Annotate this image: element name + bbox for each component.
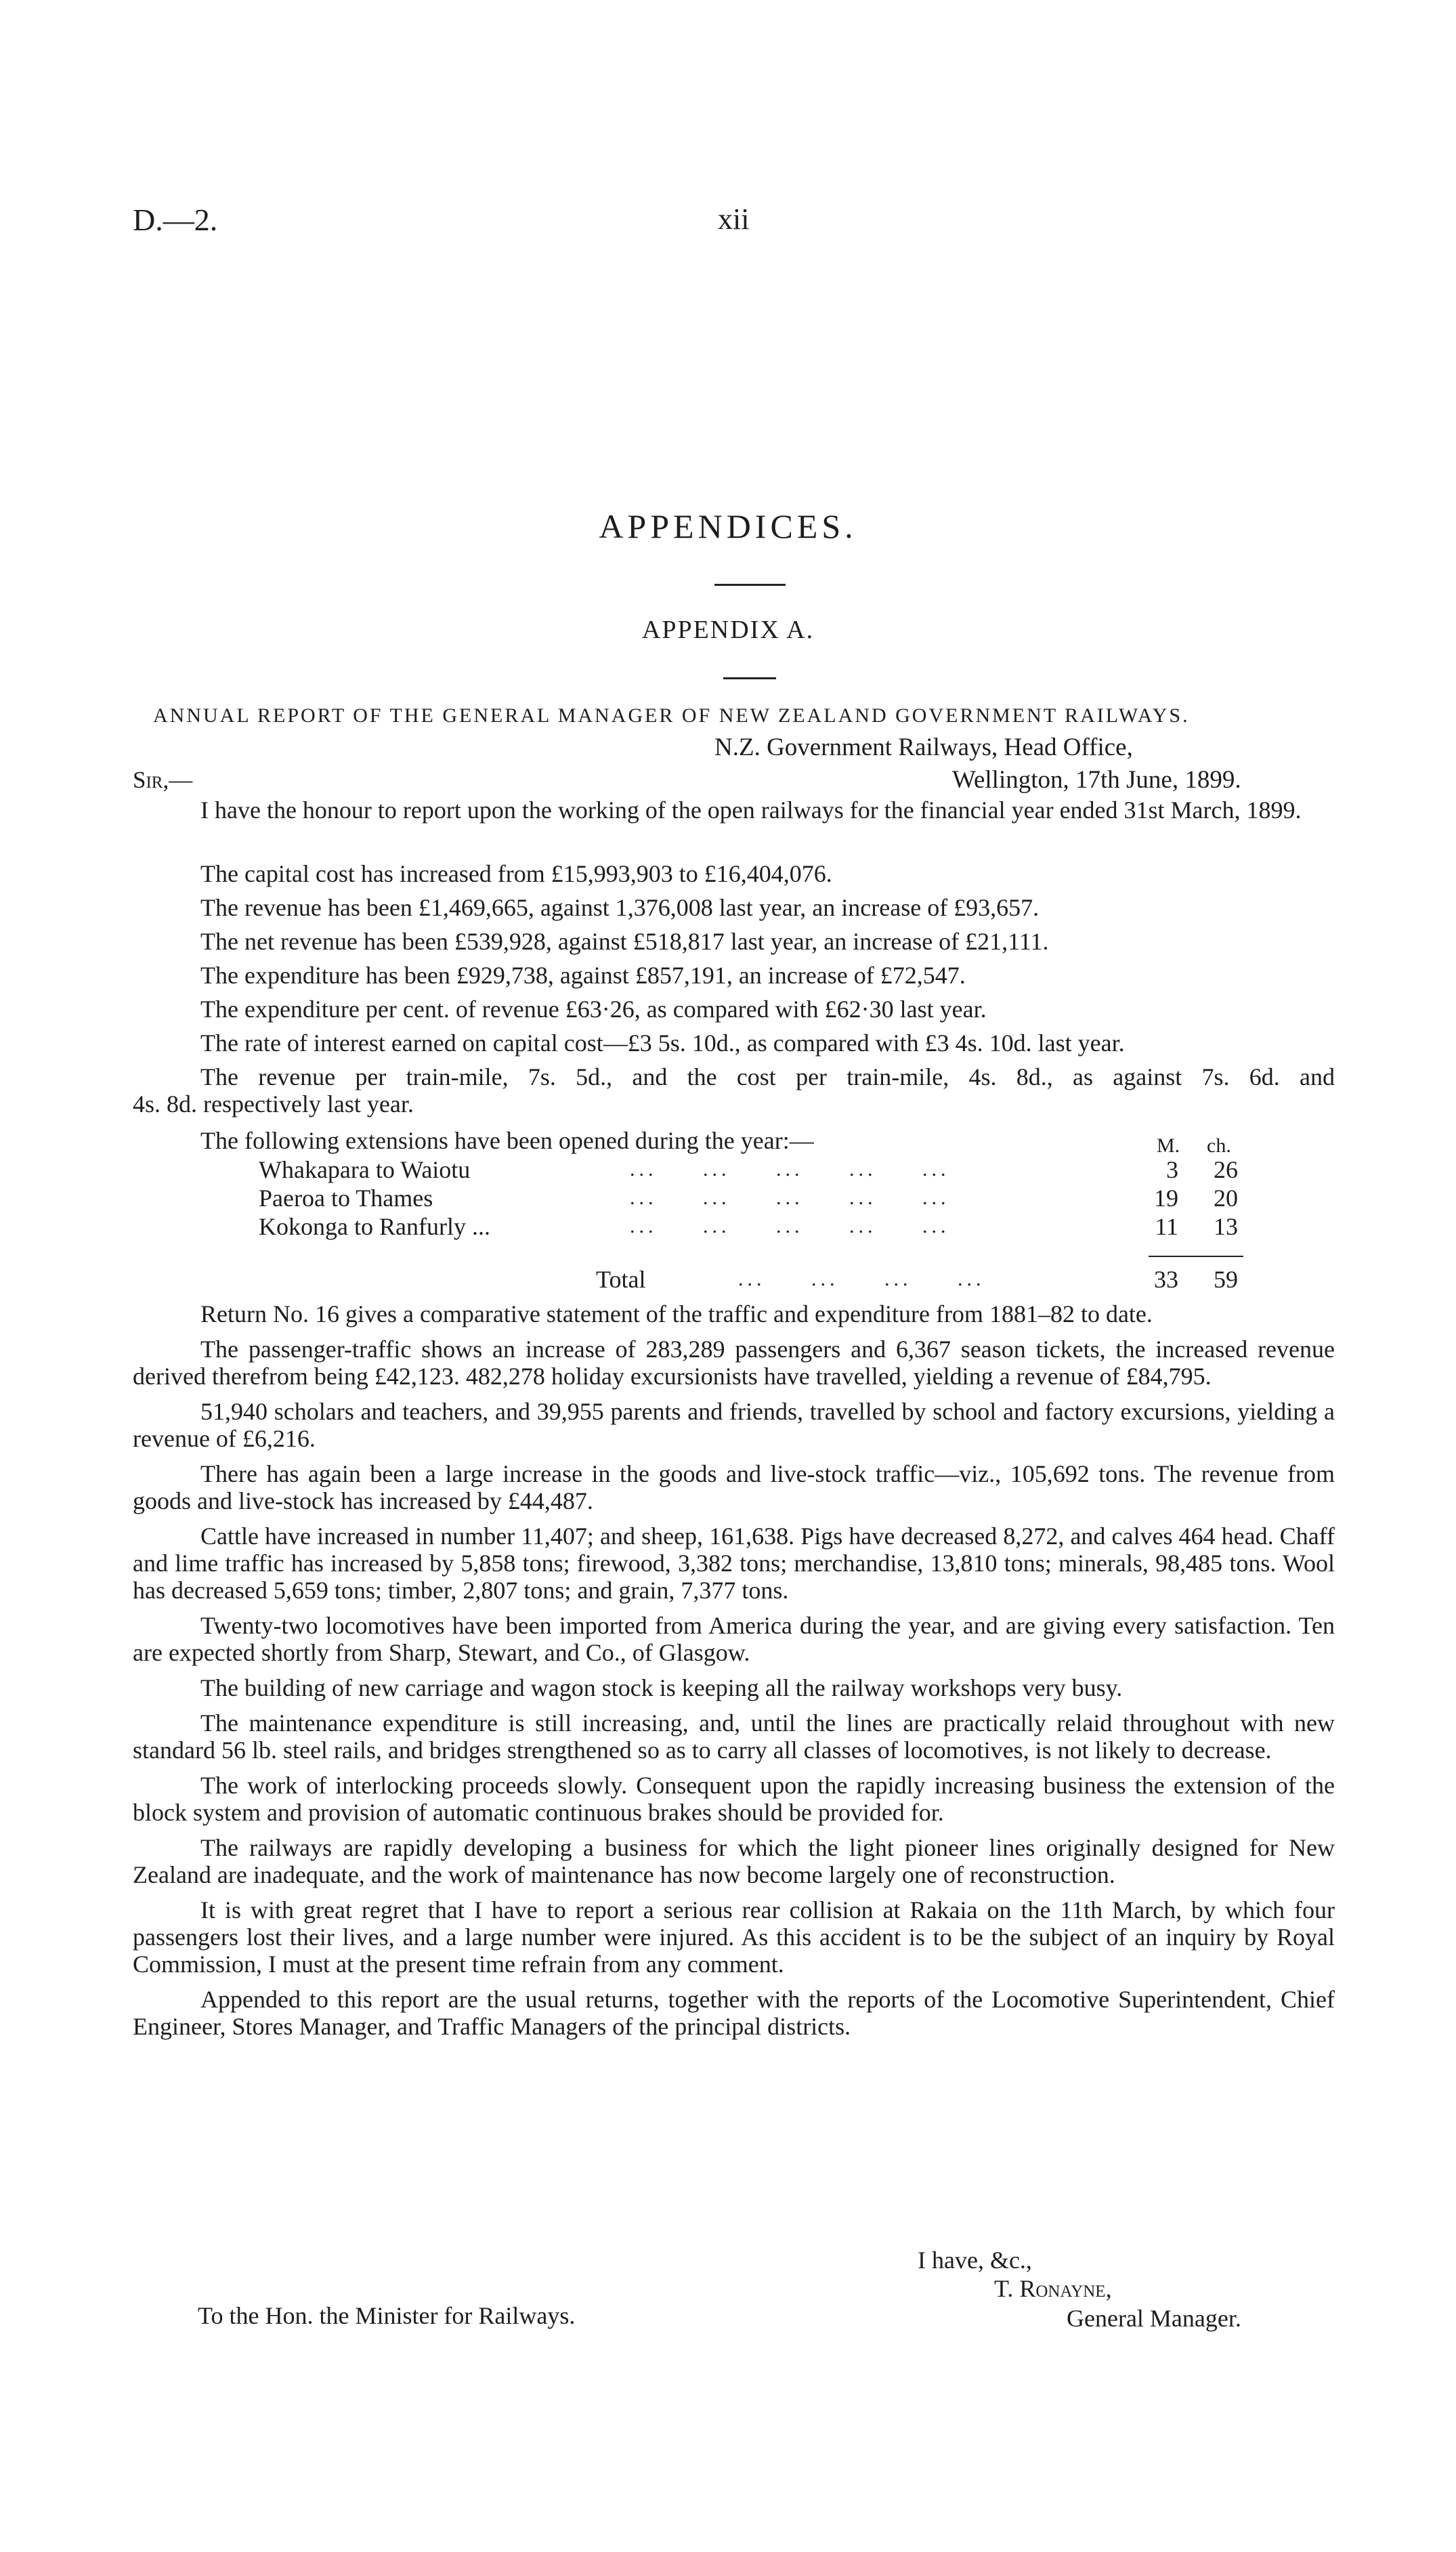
train-mile-line: The revenue per train-mile, 7s. 5d., and the cost per train-mile, 4s. 8d., as against 7s. 6d. and <box>200 1063 1335 1090</box>
page-title: APPENDICES. <box>599 507 857 545</box>
paragraph: 51,940 scholars and teachers, and 39,955 parents and friends, travelled by school and factory excursions, yielding a revenue of £6,216. <box>133 1398 1335 1452</box>
table-row <box>0 1155 1456 1183</box>
table-row <box>0 1184 1456 1211</box>
paragraph: The building of new carriage and wagon stock is keeping all the railway workshops very busy. <box>200 1674 1123 1701</box>
stat-line: The capital cost has increased from £15,993,903 to £16,404,076. <box>200 860 832 887</box>
stat-line: The expenditure has been £929,738, against £857,191, an increase of £72,547. <box>200 962 966 989</box>
salutation: Sir,— <box>133 767 193 793</box>
appendix-rule <box>723 677 776 679</box>
extension-name: Paeroa to Thames <box>259 1185 433 1212</box>
chains-value: 20 <box>1214 1185 1238 1212</box>
sender-address: N.Z. Government Railways, Head Office, <box>714 733 1133 761</box>
letter-date: Wellington, 17th June, 1899. <box>952 766 1241 794</box>
closing: I have, &c., <box>918 2247 1032 2274</box>
document-reference: D.—2. <box>133 203 218 237</box>
stat-line: The expenditure per cent. of revenue £63·26, as compared with £62·30 last year. <box>200 996 987 1023</box>
signatory: T. Ronayne, <box>994 2275 1112 2302</box>
col-chains-header: ch. <box>1207 1134 1231 1157</box>
leader-dots: ... ... ... ... ... <box>630 1187 950 1209</box>
stat-line: The revenue has been £1,469,665, against 1,376,008 last year, an increase of £93,657. <box>200 894 1040 921</box>
extension-name: Kokonga to Ranfurly ... <box>259 1213 490 1240</box>
extensions-intro: The following extensions have been opened during the year:— <box>200 1127 814 1154</box>
col-miles-header: M. <box>1157 1134 1180 1157</box>
extension-name: Whakapara to Waiotu <box>259 1156 471 1183</box>
position: General Manager. <box>1067 2305 1241 2332</box>
body-paragraphs <box>133 1300 1335 2040</box>
chains-value: 13 <box>1214 1213 1238 1240</box>
intro-text: I have the honour to report upon the working of the open railways for the financial year ended 31st March, 1899. <box>200 796 1302 824</box>
paragraph: Appended to this report are the usual returns, together with the reports of the Locomotive Superintendent, Chief Engineer, Stores Manager, and Traffic Managers of the principal districts. <box>133 1986 1335 2040</box>
total-row <box>0 1265 1456 1292</box>
paragraph: Return No. 16 gives a comparative statement of the traffic and expenditure from 1881–82 to date. <box>200 1300 1153 1327</box>
report-title: ANNUAL REPORT OF THE GENERAL MANAGER OF NEW ZEALAND GOVERNMENT RAILWAYS. <box>153 704 1190 727</box>
paragraph: There has again been a large increase in the goods and live-stock traffic—viz., 105,692 tons. The revenue from goods and live-stock has increased by £44,487. <box>133 1460 1335 1514</box>
total-label: Total <box>596 1266 646 1293</box>
paragraph: Cattle have increased in number 11,407; and sheep, 161,638. Pigs have decreased 8,272, and calves 464 head. Chaff and lime traffic has increased by 5,858 tons; firewood, 3,382 tons; merchandise, 13,810 tons; minerals, 98,485 tons. Wool has decreased 5,659 tons; timber, 2,807 tons; and grain, 7,377 tons. <box>133 1523 1335 1604</box>
table-row <box>0 1212 1456 1239</box>
paragraph: The maintenance expenditure is still increasing, and, until the lines are practically relaid throughout with new standard 56 lb. steel rails, and bridges strengthened so as to carry all classes of locomotives, is not likely to decrease. <box>133 1709 1335 1764</box>
miles-value: 19 <box>1154 1185 1178 1212</box>
paragraph: Twenty-two locomotives have been imported from America during the year, and are giving every satisfaction. Ten are expected shortly from Sharp, Stewart, and Co., of Glasgow. <box>133 1612 1335 1666</box>
paragraph: It is with great regret that I have to report a serious rear collision at Rakaia on the 11th March, by which four passengers lost their lives, and a large number were injured. As this accident is to be the subject of an inquiry by Royal Commission, I must at the present time refrain from any comment. <box>133 1896 1335 1978</box>
appendix-heading: APPENDIX A. <box>641 616 815 644</box>
addressee: To the Hon. the Minister for Railways. <box>198 2302 576 2329</box>
page-number: xii <box>718 203 750 236</box>
leader-dots: ... ... ... ... <box>738 1268 985 1290</box>
total-miles: 33 <box>1154 1266 1178 1293</box>
title-rule <box>714 584 786 586</box>
paragraph: The railways are rapidly developing a business for which the light pioneer lines originally designed for New Zealand are inadequate, and the work of maintenance has now become largely one of reconstruction. <box>133 1834 1335 1888</box>
intro-paragraph <box>133 796 1335 824</box>
paragraph: The work of interlocking proceeds slowly. Consequent upon the rapidly increasing business the extension of the block system and provision of automatic continuous brakes should be provided for. <box>133 1772 1335 1826</box>
chains-value: 26 <box>1214 1156 1238 1183</box>
miles-value: 3 <box>1166 1156 1178 1183</box>
paragraph: The passenger-traffic shows an increase of 283,289 passengers and 6,367 season tickets, the increased revenue derived therefrom being £42,123. 482,278 holiday excursionists have travelled, yielding a revenue of £84,795. <box>133 1336 1335 1390</box>
total-chains: 59 <box>1214 1266 1238 1293</box>
leader-dots: ... ... ... ... ... <box>630 1158 950 1181</box>
stat-line: The rate of interest earned on capital cost—£3 5s. 10d., as compared with £3 4s. 10d. last year. <box>200 1029 1125 1057</box>
leader-dots: ... ... ... ... ... <box>630 1215 950 1237</box>
total-rule <box>1149 1256 1243 1257</box>
stat-line: The net revenue has been £539,928, against £518,817 last year, an increase of £21,111. <box>200 928 1049 955</box>
train-mile-line: 4s. 8d. respectively last year. <box>133 1090 414 1118</box>
miles-value: 11 <box>1155 1213 1178 1240</box>
